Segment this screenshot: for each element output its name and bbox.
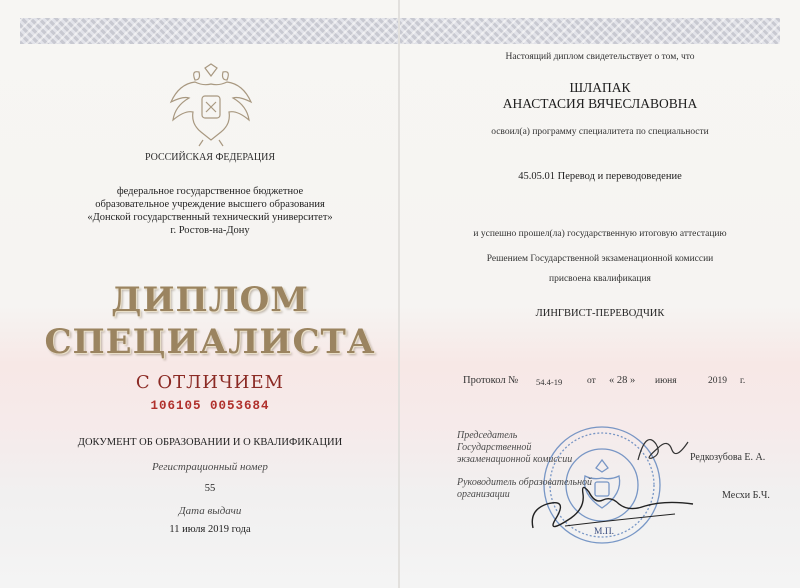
year-suffix: г.: [740, 376, 746, 386]
institution-line-3: «Донской государственный технический университет»: [87, 212, 333, 223]
graduate-given-names: АНАСТАСИЯ ВЯЧЕСЛАВОВНА: [502, 96, 698, 111]
coat-of-arms-icon: [165, 62, 257, 148]
stamp-mark: М.П.: [594, 527, 615, 537]
diploma-subtitle: СПЕЦИАЛИСТА: [44, 322, 376, 362]
chair-title-line-2: Государственной: [457, 442, 532, 453]
page-fold: [398, 0, 400, 588]
graduate-surname: ШЛАПАК: [569, 80, 631, 95]
chair-title-line-1: Председатель: [457, 430, 518, 441]
date-from-label: от: [587, 376, 596, 386]
specialty: 45.05.01 Перевод и переводоведение: [518, 171, 682, 182]
attestation-text: и успешно прошел(ла) государственную итоговую аттестацию: [473, 229, 727, 239]
institution-line-1: федеральное государственное бюджетное: [116, 186, 304, 197]
security-strip: [20, 18, 780, 44]
issue-date-label: Дата выдачи: [178, 505, 242, 517]
program-text: освоил(а) программу специалитета по специальности: [491, 127, 709, 137]
chair-title-line-3: экзаменационной комиссии: [457, 454, 573, 465]
protocol-label: Протокол №: [463, 375, 519, 386]
chair-signature-icon: [632, 424, 692, 472]
issue-date: 11 июля 2019 года: [169, 524, 251, 535]
country-name: РОССИЙСКАЯ ФЕДЕРАЦИЯ: [144, 152, 276, 163]
reg-number-label: Регистрационный номер: [152, 461, 268, 473]
chair-name: Редкозубова Е. А.: [690, 452, 766, 463]
head-title-line-2: организации: [457, 489, 510, 500]
qualification: ЛИНГВИСТ-ПЕРЕВОДЧИК: [535, 308, 665, 319]
protocol-year: 2019: [708, 376, 727, 386]
decision-line-1: Решением Государственной экзаменационной комиссии: [486, 254, 714, 264]
serial-number: 106105 0053684: [150, 399, 270, 413]
intro-text: Настоящий диплом свидетельствует о том, что: [505, 52, 695, 62]
decision-line-2: присвоена квалификация: [549, 274, 651, 284]
document-type: ДОКУМЕНТ ОБ ОБРАЗОВАНИИ И О КВАЛИФИКАЦИИ: [77, 437, 343, 448]
head-name: Месхи Б.Ч.: [722, 490, 770, 501]
reg-number: 55: [204, 483, 216, 494]
protocol-day: « 28 »: [609, 375, 636, 386]
protocol-number: 54.4-19: [536, 377, 563, 387]
institution-line-2: образовательное учреждение высшего образования: [95, 199, 325, 210]
diploma-title: ДИПЛОМ: [111, 280, 309, 320]
protocol-month: июня: [655, 376, 677, 386]
institution-city: г. Ростов-на-Дону: [170, 225, 250, 236]
distinction-label: С ОТЛИЧИЕМ: [135, 372, 285, 393]
head-title-line-1: Руководитель образовательной: [457, 477, 593, 488]
